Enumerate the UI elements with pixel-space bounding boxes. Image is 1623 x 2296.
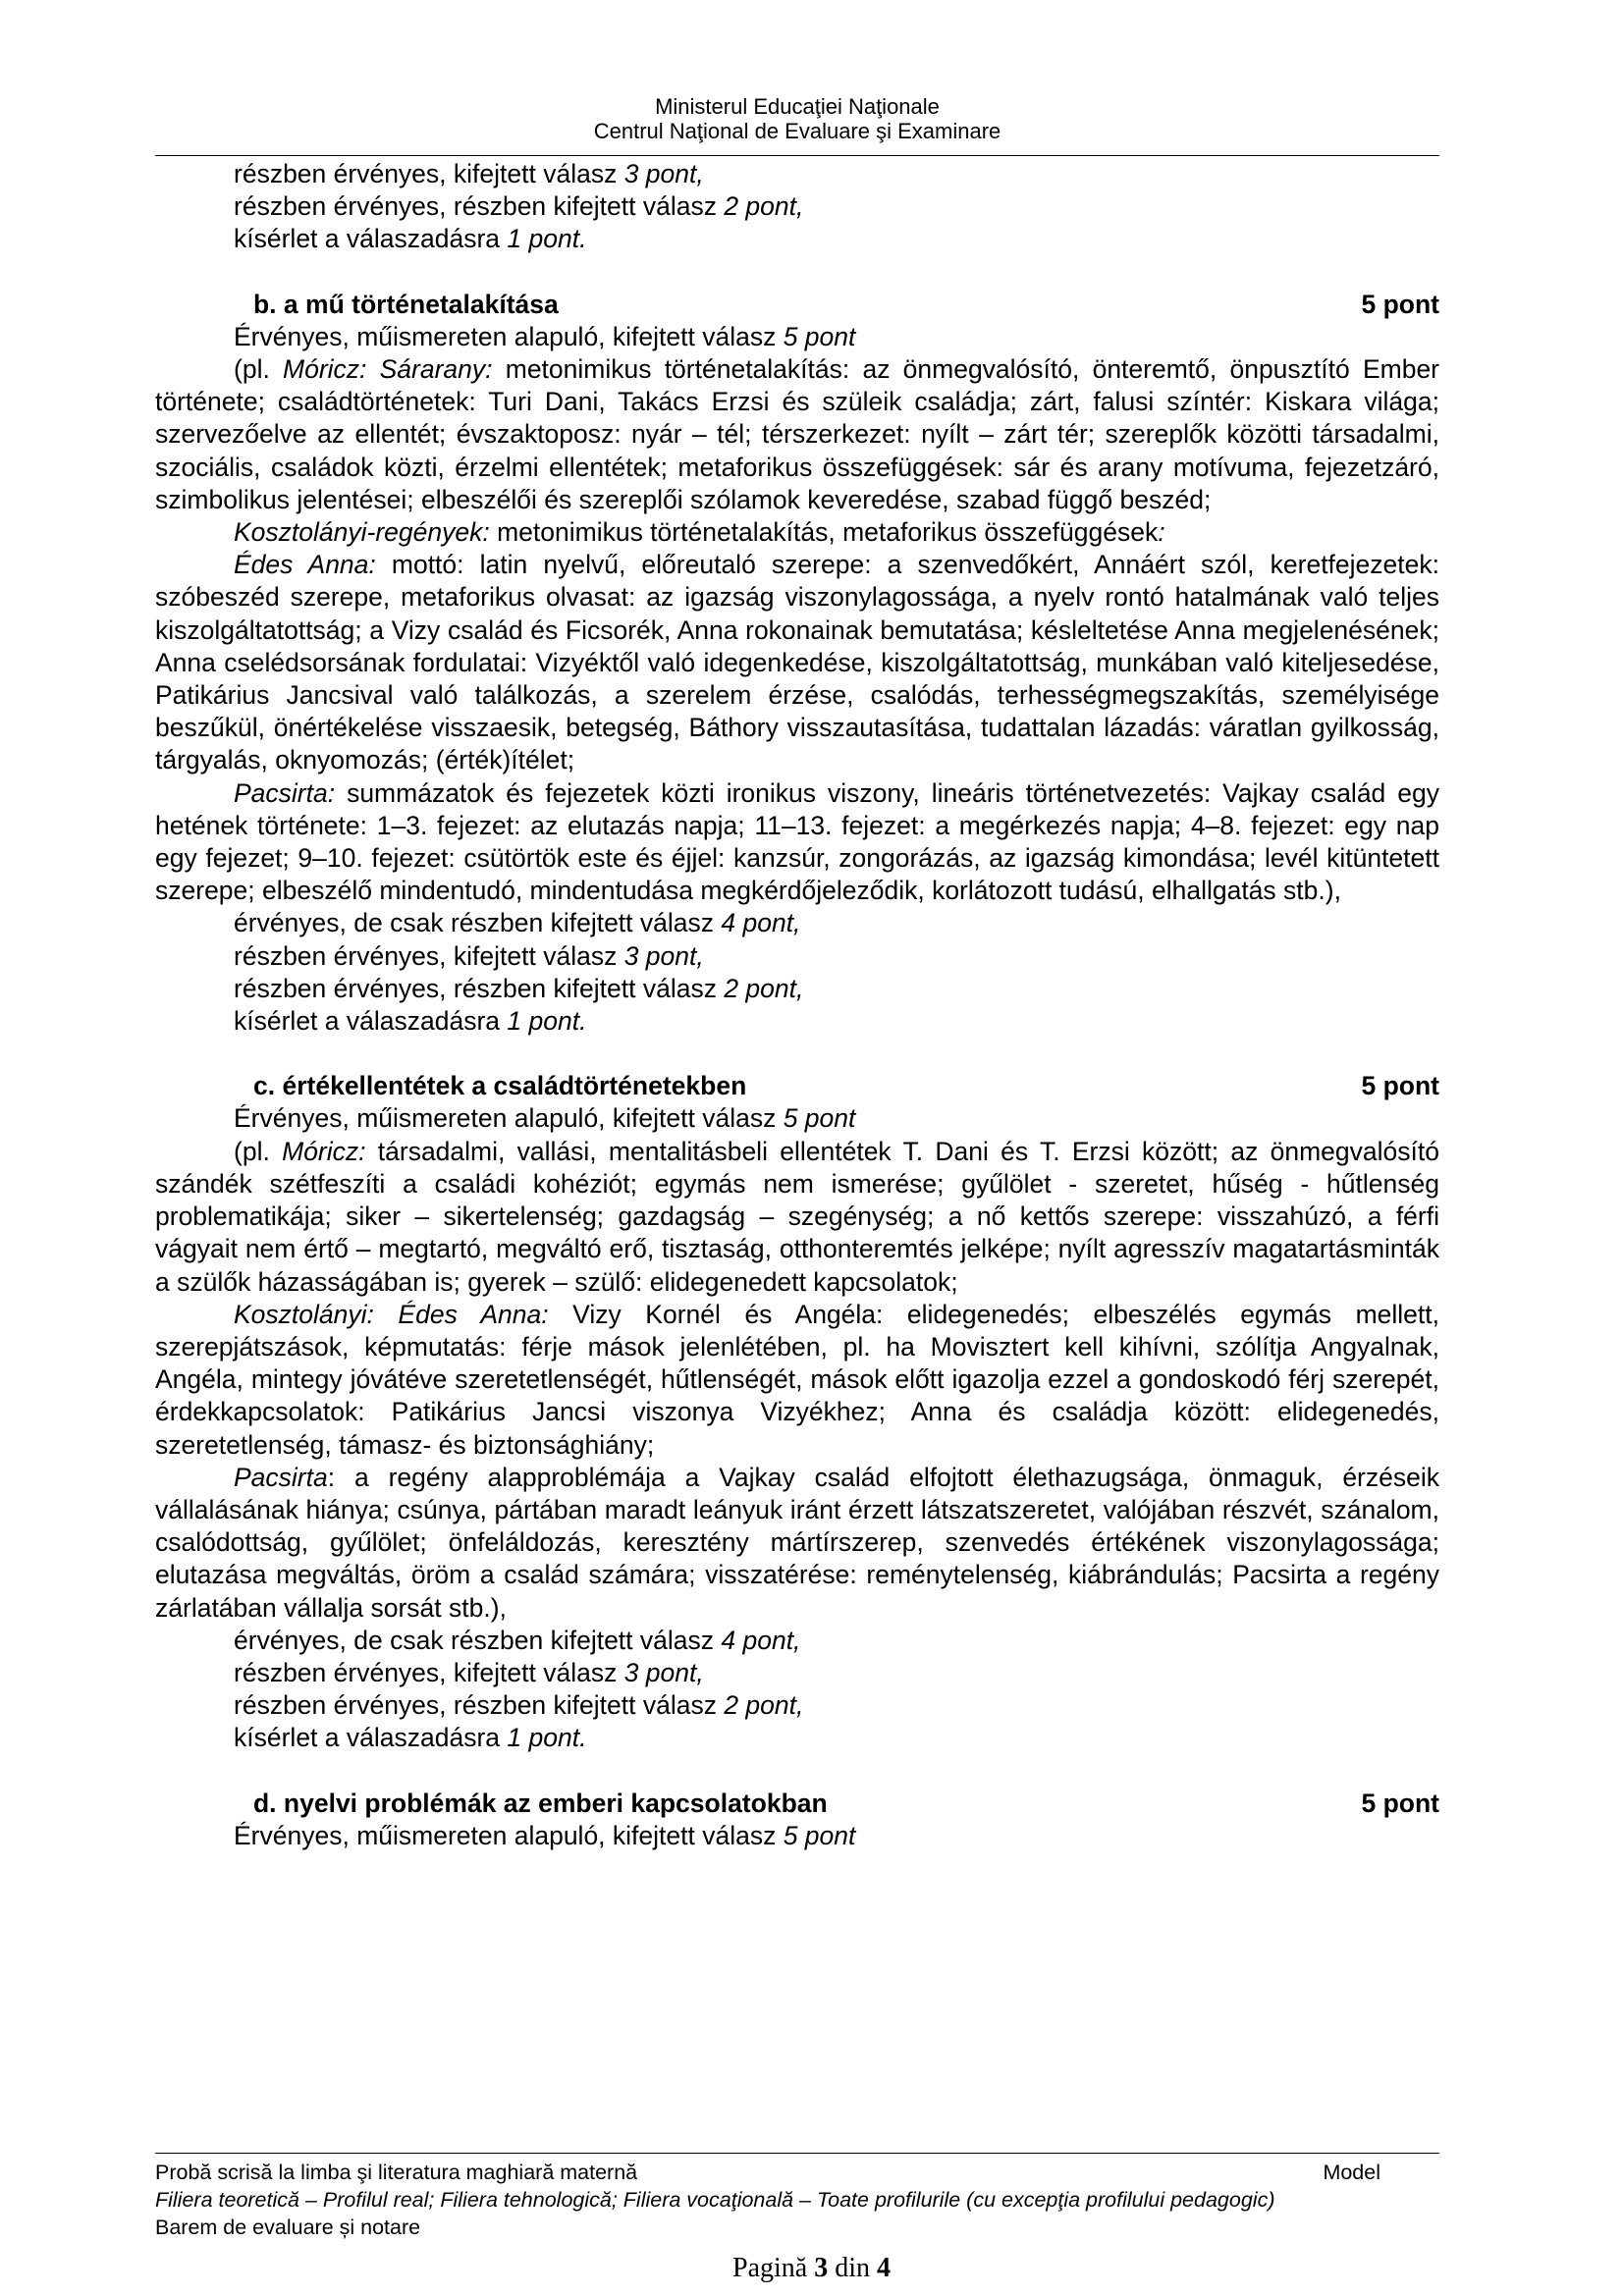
section-c-score-4: érvényes, de csak részben kifejtett válasz 4 pont,: [234, 1625, 801, 1655]
section-b-edes-anna: Édes Anna: mottó: latin nyelvű, előreutaló szerepe: a szenvedőkért, Annáért szól, keretfejezetek: szóbeszéd szerepe, metaforikus olvasat: az igazság viszonylagossága, a nyelv rontó hatalmának való teljes kiszolgáltatottság; a Vizy család és Ficsorék, Anna rokonainak bemutatása; késleltetése Anna megjelenésének; Anna cselédsorsának fordulatai: Vizyéktől való idegenkedése, kiszolgáltatottság, munkában való kiteljesedése, Patikárius Jancsival való találkozás, a szerelem érzése, csalódás, terhességmegszakítás, személyisége beszűkül, önértékelése visszaesik, betegség, Báthory visszautasítása, tudattalan lázadás: váratlan gyilkosság, tárgyalás, oknyomozás; (érték)ítélet;: [155, 550, 1439, 775]
section-b-score-4: érvényes, de csak részben kifejtett válasz 4 pont,: [234, 908, 801, 938]
document-body: [155, 158, 1439, 1852]
footer-model: Model: [1323, 2161, 1380, 2184]
section-b-moricz: (pl. Móricz: Sárarany: metonimikus történetalakítás: az önmegvalósító, önteremtő, önpusztító Ember története; családtörténetek: Turi Dani, Takács Erzsi és szüleik családja; zárt, falusi színtér: Kiskara világa; szervezőelve az ellentét; évszaktoposz: nyár – tél; térszerkezet: nyílt – zárt tér; szereplők közötti társadalmi, szociális, családok közti, érzelmi ellentétek; metaforikus összefüggések: sár és arany motívuma, fejezetzáró, szimbolikus jelentései; elbeszélői és szereplői szólamok keveredése, szabad függő beszéd;: [155, 354, 1440, 514]
section-c-score-2: részben érvényes, részben kifejtett válasz 2 pont,: [234, 1690, 804, 1721]
page-number: Pagină 3 din 4: [732, 2253, 891, 2283]
section-c-title: c. értékellentétek a családtörténetekben: [253, 1071, 747, 1101]
section-b-heading: [155, 289, 1439, 321]
section-c-pacsirta: Pacsirta: a regény alapproblémája a Vajkay család elfojtott élethazugsága, önmaguk, érzéseik vállalásának hiánya; csúnya, pártában maradt leányuk iránt érzett látszatszeretet, valójában részvét, szánalom, csalódottság, gyűlölet; önfeláldozás, keresztény mártírszerep, szenvedés értékének viszonylagossága; elutazása megváltás, öröm a család számára; visszatérése: reménytelenség, kiábrándulás; Pacsirta a regény zárlatában vállalja sorsát stb.),: [155, 1462, 1439, 1623]
section-b-title: b. a mű történetalakítása: [253, 289, 559, 319]
section-b-score-2: részben érvényes, részben kifejtett válasz 2 pont,: [234, 973, 804, 1003]
header-divider: [155, 155, 1439, 156]
section-c-moricz: (pl. Móricz: társadalmi, vallási, mentalitásbeli ellentétek T. Dani és T. Erzsi között; az önmegvalósító szándék szétfeszíti a családi kohéziót; egymás nem ismerése; gyűlölet - szeretet, hűség - hűtlenség problematikája; siker – sikertelenség; gazdagság – szegénység; a nő kettős szerepe: visszahúzó, a férfi vágyait nem értő – megtartó, megváltó erő, tisztaság, otthonteremtés jelképe; nyílt agresszív magatartásminták a szülők házasságában is; gyerek – szülő: elidegenedett kapcsolatok;: [155, 1136, 1439, 1297]
score-line-2: részben érvényes, részben kifejtett válasz 2 pont,: [234, 191, 804, 222]
section-b-kosztolanyi: Kosztolányi-regények: metonimikus történetalakítás, metaforikus összefüggések:: [234, 517, 1165, 548]
score-line-1: kísérlet a válaszadásra 1 pont.: [234, 224, 587, 254]
footer-barem: Barem de evaluare și notare: [155, 2216, 421, 2239]
score-line-3: részben érvényes, kifejtett válasz 3 pont,: [234, 159, 704, 188]
section-d-points: 5 pont: [1361, 1788, 1439, 1818]
section-d-heading: [155, 1788, 1439, 1820]
section-b-score-3: részben érvényes, kifejtett válasz 3 pont,: [234, 940, 704, 971]
footer-filiera: Filiera teoretică – Profilul real; Filiera tehnologică; Filiera vocaţională – Toate profilurile (cu excepţia profilului pedagogic): [155, 2188, 1275, 2212]
section-c-score-3: részben érvényes, kifejtett válasz 3 pont,: [234, 1657, 704, 1687]
footer-divider: [155, 2153, 1439, 2154]
section-c-heading: [155, 1070, 1439, 1102]
section-d-valid: Érvényes, műismereten alapuló, kifejtett válasz 5 pont: [234, 1820, 856, 1850]
section-c-kosztolanyi: Kosztolányi: Édes Anna: Vizy Kornél és Angéla: elidegenedés; elbeszélés egymás mellett, szerepjátszások, képmutatás: férje mások jelenlétében, pl. ha Movisztert kell kihívni, szólítja Angyalnak, Angéla, mintegy jóvátéve szeretetlenségét, hűtlenségét, mások előtt igazolja ezzel a gondoskodó férj szerepét, érdekkapcsolatok: Patikárius Jancsi viszonya Vizyékhez; Anna és családja között: elidegenedés, szeretetlenség, támasz- és biztonsághiány;: [155, 1299, 1440, 1460]
section-b-pacsirta: Pacsirta: summázatok és fejezetek közti ironikus viszony, lineáris történetvezetés: Vajkay család egy hetének története: 1–3. fejezet: az elutazás napja; 11–13. fejezet: a megérkezés napja; 4–8. fejezet: egy nap egy fejezet; 9–10. fejezet: csütörtök este és éjjel: kanzsúr, zongorázás, az igazság kimondása; levél kitüntetett szerepe; elbeszélő mindentudó, mindentudása megkérdőjeleződik, korlátozott tudású, elhallgatás stb.),: [155, 777, 1439, 906]
section-c-points: 5 pont: [1361, 1071, 1439, 1101]
header-center: Centrul Naţional de Evaluare şi Examinare: [593, 119, 1001, 143]
section-d-title: d. nyelvi problémák az emberi kapcsolatokban: [253, 1788, 828, 1818]
section-c-valid: Érvényes, műismereten alapuló, kifejtett válasz 5 pont: [234, 1103, 856, 1134]
header-ministry: Ministerul Educaţiei Naţionale: [655, 94, 940, 119]
section-c-score-1: kísérlet a válaszadásra 1 pont.: [234, 1723, 587, 1753]
section-b-valid: Érvényes, műismereten alapuló, kifejtett válasz 5 pont: [234, 321, 856, 351]
section-b-points: 5 pont: [1361, 289, 1439, 319]
footer-exam-title: Probă scrisă la limba şi literatura maghiară maternă: [155, 2161, 638, 2184]
section-b-score-1: kísérlet a válaszadásra 1 pont.: [234, 1006, 587, 1037]
page-footer: [155, 2159, 1439, 2241]
page-header: [155, 94, 1439, 143]
